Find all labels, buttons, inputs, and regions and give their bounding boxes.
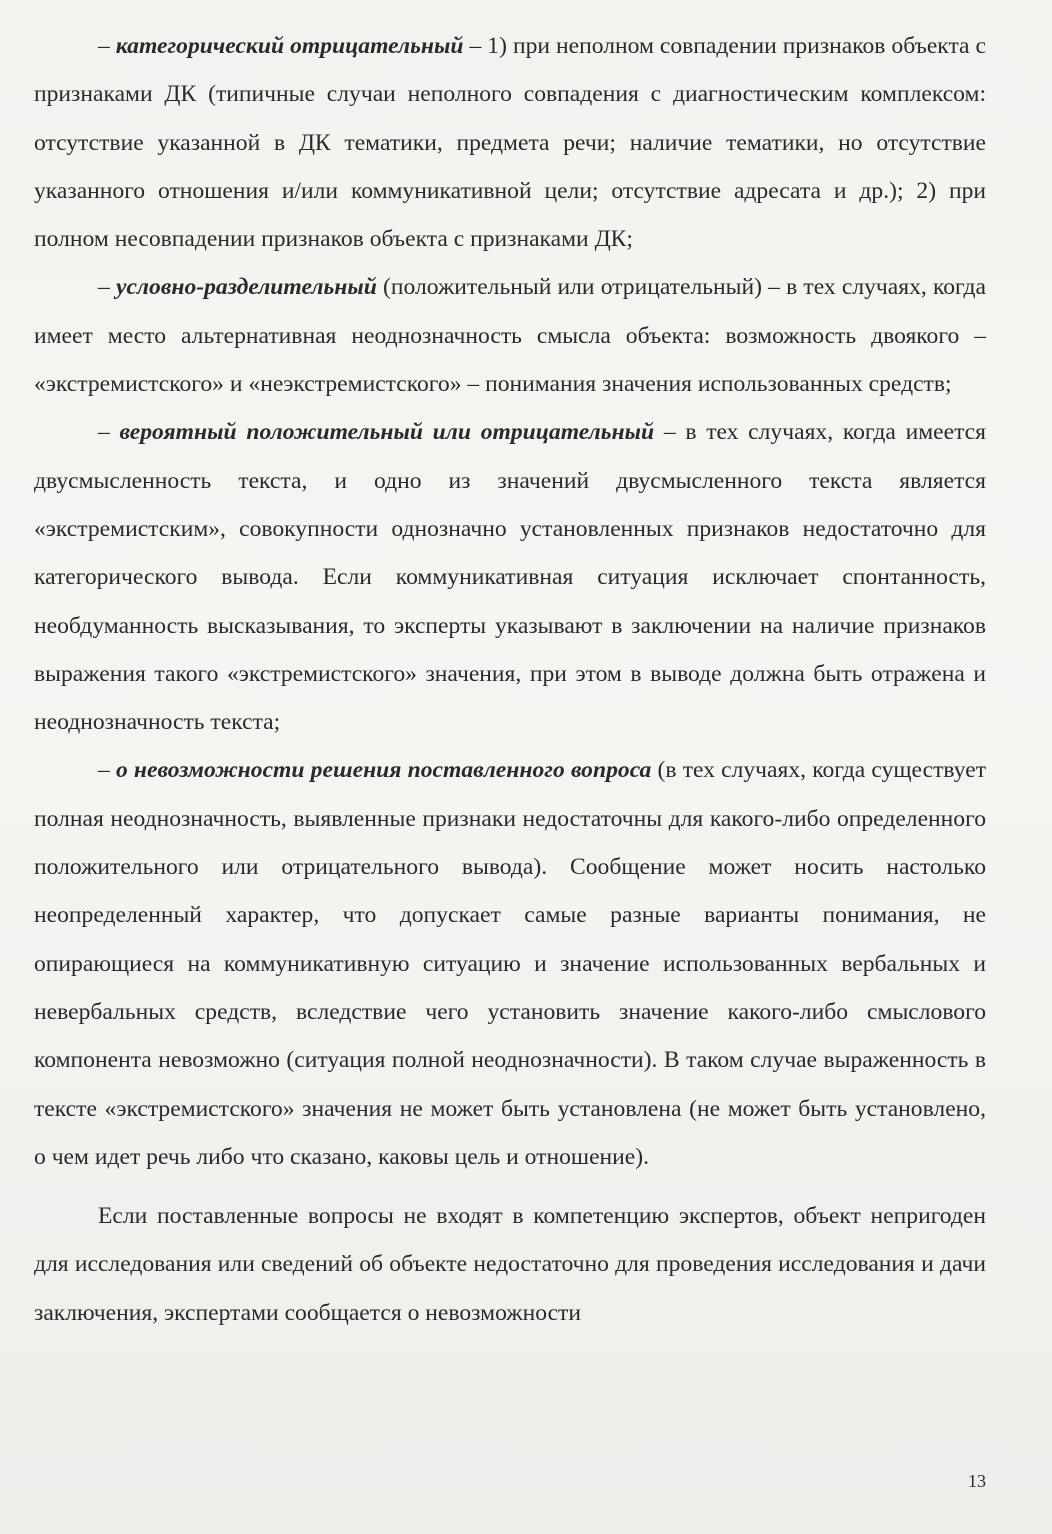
term-conditional-disjunctive: условно-разделительный (115, 274, 377, 301)
term-probable: вероятный положительный или отрицательный (119, 419, 655, 446)
term-categorical-negative: категорический отрицательный (115, 33, 464, 59)
page-number: 13 (968, 1471, 986, 1491)
paragraph-categorical-negative (34, 22, 986, 263)
paragraph-competence (34, 1192, 986, 1337)
document-body (34, 22, 986, 1337)
paragraph-lead-dash: – (98, 757, 116, 784)
paragraph-text: – 1) при неполном совпадении признаков объекта с признаками ДК (типичные случаи неполного совпадения с диагностическим комплексом: отсутствие указанной в ДК тематики, предмета речи; наличие тематики, но отсутствие указанного отношения и/или коммуникативной цели; отсутствие адресата и др.); 2) при полном несовпадении признаков объекта с признаками ДК; (34, 33, 986, 253)
paragraph-text: (в тех случаях, когда существует полная неоднозначность, выявленные признаки недостаточны для какого-либо определенного положительного или отрицательного вывода). Сообщение может носить настолько неопределенный характер, что допускает самые разные варианты понимания, не опирающиеся на коммуникативную ситуацию и значение использованных вербальных и невербальных средств, вследствие чего установить значение какого-либо смыслового компонента невозможно (ситуация полной неоднозначности). В таком случае выраженность в тексте «экстремистского» значения не может быть установлена (не может быть установлено, о чем идет речь либо что сказано, каковы цель и отношение). (34, 757, 986, 1170)
paragraph-text: Если поставленные вопросы не входят в компетенцию экспертов, объект непригоден для исследования или сведений об объекте недостаточно для проведения исследования и дачи заключения, экспертами сообщается о невозможности (34, 1203, 986, 1326)
paragraph-text: – в тех случаях, когда имеется двусмысленность текста, и одно из значений двусмысленного текста является «экстремистским», совокупности однозначно установленных признаков недостаточно для категорического вывода. Если коммуникативная ситуация исключает спонтанность, необдуманность высказывания, то эксперты указывают в заключении на наличие признаков выражения такого «экстремистского» значения, при этом в выводе должна быть отражена и неоднозначность текста; (34, 419, 986, 736)
paragraph-probable (34, 408, 986, 746)
term-impossibility: о невозможности решения поставленного вопроса (115, 757, 652, 784)
paragraph-lead-dash: – (98, 274, 116, 301)
paragraph-lead-dash: – (98, 33, 116, 59)
paragraph-impossibility (34, 746, 986, 1181)
paragraph-lead-dash: – (98, 419, 120, 446)
paragraph-conditional-disjunctive (34, 263, 986, 408)
paragraph-text: (положительный или отрицательный) – в тех случаях, когда имеет место альтернативная неоднозначность смысла объекта: возможность двоякого – «экстремистского» и «неэкстремистского» – понимания значения использованных средств; (34, 274, 987, 398)
